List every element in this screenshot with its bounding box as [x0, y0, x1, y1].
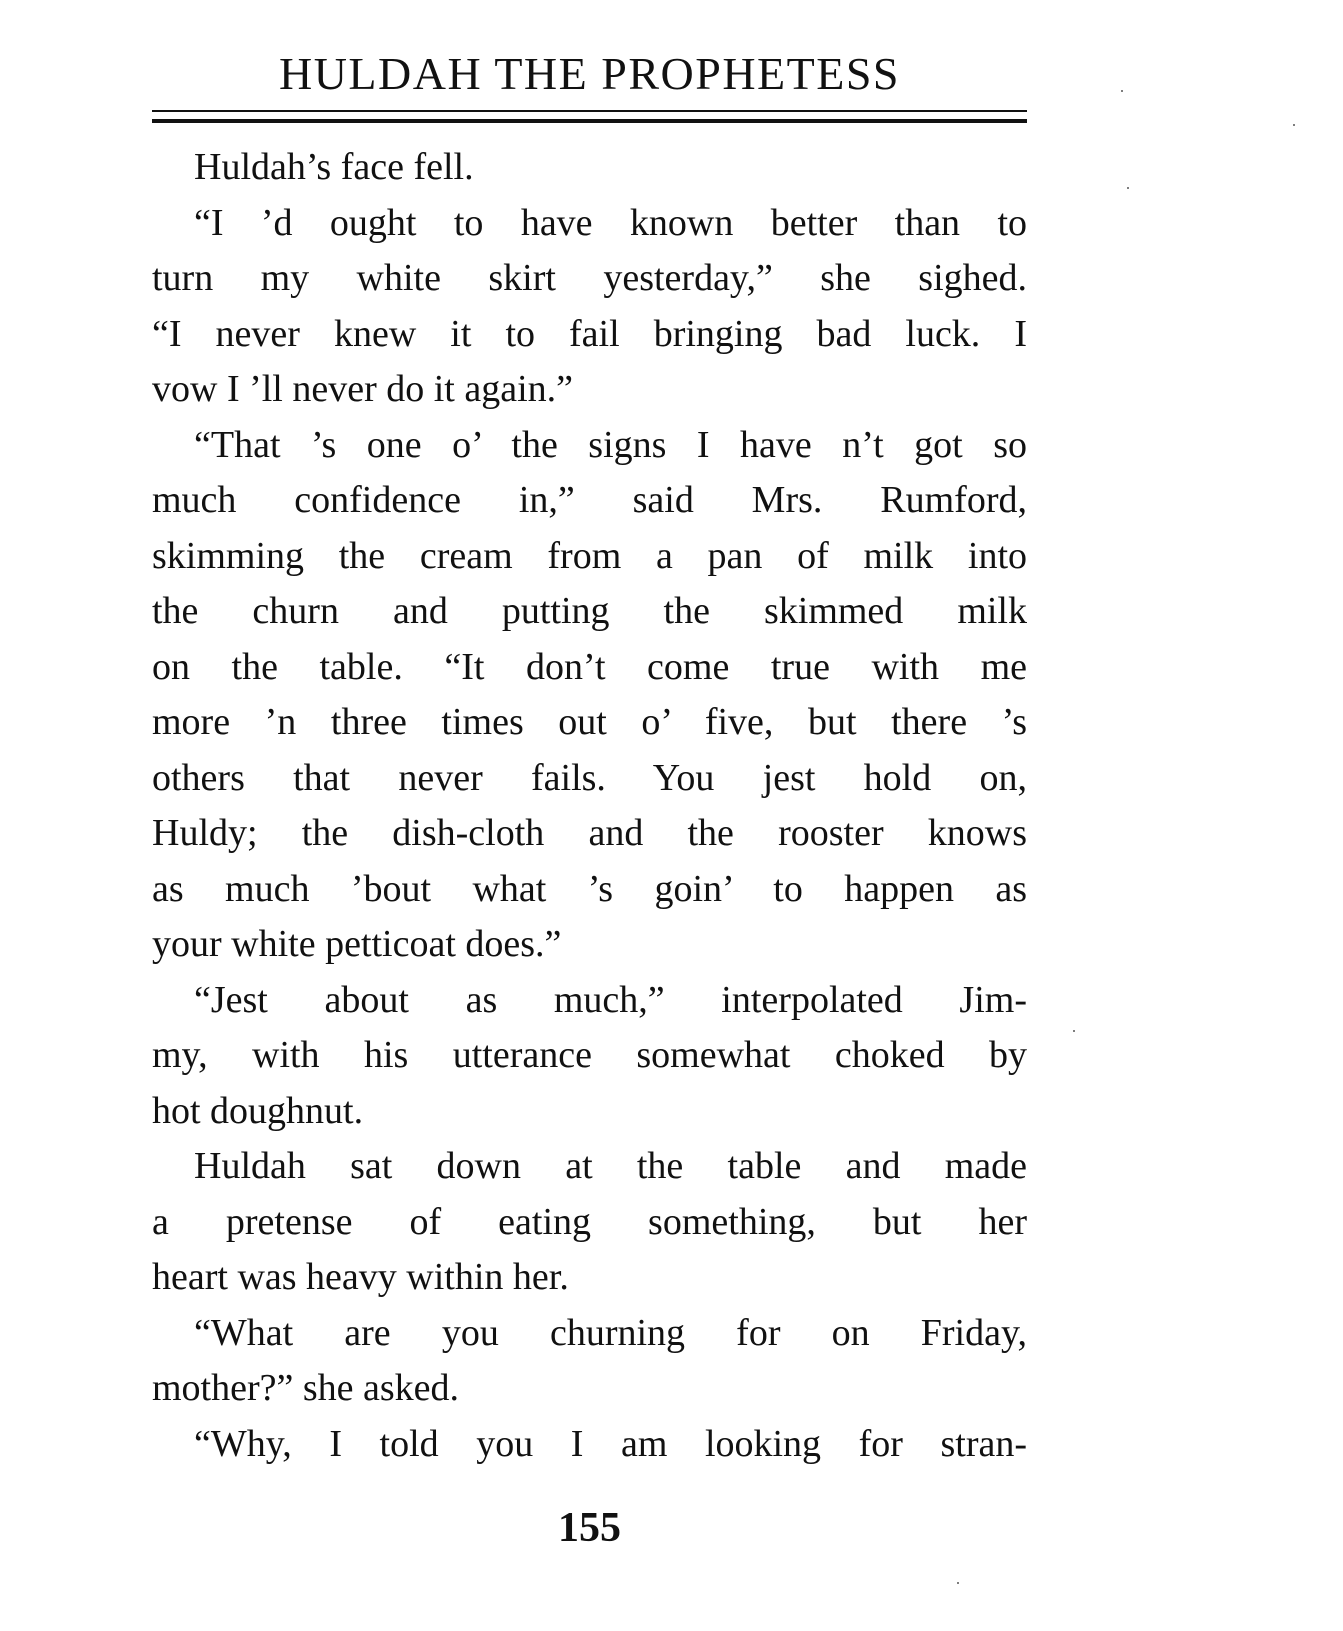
text-line: skimming the cream from a pan of milk into — [152, 534, 1027, 577]
text-line: much confidence in,” said Mrs. Rumford, — [152, 479, 1027, 521]
text-line: Huldah’s face fell. — [194, 146, 474, 188]
text-line: vow I ’ll never do it again.” — [152, 368, 574, 410]
header-rule-thick — [152, 119, 1027, 123]
text-line: as much ’bout what ’s goin’ to happen as — [152, 867, 1027, 910]
text-line: “I never knew it to fail bringing bad luck. I — [152, 312, 1027, 355]
text-line: others that never fails. You jest hold on, — [152, 756, 1027, 799]
text-line: “What are you churning for on Friday, — [194, 1311, 1027, 1354]
text-line: your white petticoat does.” — [152, 923, 562, 965]
running-head: HULDAH THE PROPHETESS — [278, 48, 901, 99]
body-text — [152, 140, 1027, 1472]
text-line: on the table. “It don’t come true with me — [152, 645, 1027, 688]
scan-speck — [1127, 187, 1129, 189]
text-line: Huldah sat down at the table and made — [194, 1145, 1027, 1187]
text-line: “Jest about as much,” interpolated Jim- — [194, 978, 1027, 1021]
scan-speck — [1121, 90, 1123, 92]
scan-speck — [1073, 1030, 1075, 1032]
text-line: more ’n three times out o’ five, but there ’s — [152, 701, 1027, 743]
scan-speck — [1293, 124, 1295, 126]
text-line: hot doughnut. — [152, 1089, 364, 1132]
scan-speck — [957, 1582, 959, 1584]
text-line: my, with his utterance somewhat choked by — [152, 1034, 1027, 1076]
text-line: a pretense of eating something, but her — [152, 1200, 1027, 1243]
text-line: mother?” she asked. — [152, 1367, 460, 1409]
text-line: Huldy; the dish-cloth and the rooster knows — [152, 812, 1027, 854]
text-line: “That ’s one o’ the signs I have n’t got so — [194, 423, 1027, 466]
text-line: the churn and putting the skimmed milk — [152, 590, 1027, 632]
text-line: “Why, I told you I am looking for stran- — [194, 1422, 1027, 1465]
text-line: turn my white skirt yesterday,” she sighed. — [152, 257, 1027, 299]
text-line: “I ’d ought to have known better than to — [194, 201, 1027, 244]
header-rule-thin — [152, 110, 1027, 112]
page-number: 155 — [558, 1505, 621, 1551]
text-line: heart was heavy within her. — [152, 1256, 569, 1298]
